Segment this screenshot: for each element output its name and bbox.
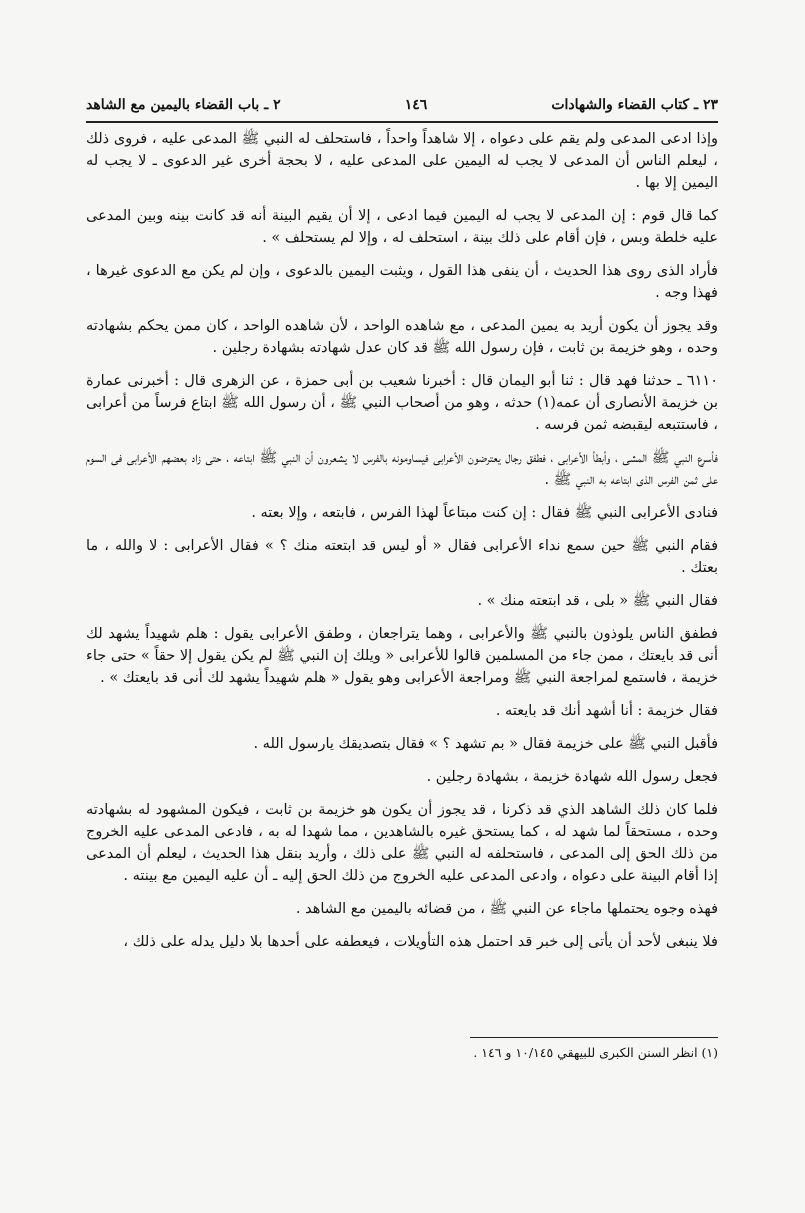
paragraph: فأقبل النبي ﷺ على خزيمة فقال « بم تشهد ؟ » فقال بتصديقك يارسول الله . bbox=[253, 736, 718, 752]
paragraph: فهذه وجوه يحتملها ماجاء عن النبي ﷺ ، من قضائه باليمين مع الشاهد . bbox=[295, 901, 718, 917]
footnote-divider bbox=[470, 1037, 718, 1038]
header-section-title: ٢ ـ باب القضاء باليمين مع الشاهد bbox=[86, 97, 281, 113]
paragraph: فأراد الذى روى هذا الحديث ، أن ينفى هذا القول ، ويثبت اليمين بالدعوى ، وإن لم يكن مع الدعوى غيرها ، فهذا وجه . bbox=[86, 263, 718, 301]
running-header bbox=[86, 92, 718, 118]
paragraph: وقد يجوز أن يكون أريد به يمين المدعى ، مع شاهده الواحد ، لأن شاهده الواحد ، كان ممن يحكم بشهادته وحده ، وهو خزيمة بن ثابت ، فإن رسول الله ﷺ قد كان عدل شهادته بشهادة رجلين . bbox=[86, 318, 718, 356]
paragraph: فقال النبي ﷺ « بلى ، قد ابتعته منك » . bbox=[477, 593, 718, 609]
header-chapter-title: ٢٣ ـ كتاب القضاء والشهادات bbox=[551, 97, 718, 113]
paragraph: فنادى الأعرابى النبي ﷺ فقال : إن كنت مبتاعاً لهذا الفرس ، فابتعه ، وإلا بعته . bbox=[251, 505, 718, 521]
main-text bbox=[86, 128, 718, 964]
paragraph: فلا ينبغى لأحد أن يأتى إلى خبر قد احتمل هذه التأويلات ، فيعطفه على أحدها بلا دليل يدله على ذلك ، bbox=[123, 934, 718, 950]
paragraph: فطفق الناس يلوذون بالنبي ﷺ والأعرابى ، وهما يتراجعان ، وطفق الأعرابى يقول : هلم شهيداً يشهد لك أنى قد بايعتك ، ممن جاء من المسلمين قالوا للأعرابى « ويلك إن النبي ﷺ لم يكن يقول إلا حقاً » حتى جاء خزيمة ، فاستمع لمراجعة النبي ﷺ ومراجعة الأعرابى وهو يقول « هلم شهيداً يشهد لك أنى قد بايعتك » . bbox=[86, 626, 718, 686]
page-number: ١٤٦ bbox=[404, 97, 428, 113]
paragraph: فقام النبي ﷺ حين سمع نداء الأعرابى فقال « أو ليس قد ابتعته منك ؟ » فقال الأعرابى : لا والله ، ما بعتك . bbox=[86, 538, 718, 576]
paragraph: كما قال قوم : إن المدعى لا يجب له اليمين فيما ادعى ، إلا أن يقيم البينة أنه قد كانت بينه وبين المدعى عليه خلطة وبس ، فإن أقام على ذلك بينة ، استحلف له ، وإلا لم يستحلف » . bbox=[86, 208, 718, 246]
footnote: (١) انظر السنن الكبرى للبيهقي ١٠/١٤٥ و ١٤٦ . bbox=[473, 1045, 718, 1060]
paragraph: فأسرع النبي ﷺ المشى ، وأبطأ الأعرابى ، فطفق رجال يعترضون الأعرابى فيساومونه بالفرس لا يشعرون أن النبي ﷺ ابتاعه ، حتى زاد بعضهم الأعرابى فى السوم على ثمن الفرس الذى ابتاعه به النبي ﷺ . bbox=[86, 450, 718, 488]
header-divider bbox=[86, 121, 718, 123]
paragraph: فقال خزيمة : أنا أشهد أنك قد بايعته . bbox=[495, 703, 718, 719]
hadith-paragraph: ٦١١٠ ـ حدثنا فهد قال : ثنا أبو اليمان قال : أخبرنا شعيب بن أبى حمزة ، عن الزهرى قال : أخبرنى عمارة بن خزيمة الأنصارى أن عمه(١) حدثه ، وهو من أصحاب النبي ﷺ ، أن رسول الله ﷺ ابتاع فرساً من أعرابى ، فاستتبعه ليقبضه ثمن فرسه . bbox=[86, 373, 718, 433]
paragraph: فلما كان ذلك الشاهد الذي قد ذكرنا ، قد يجوز أن يكون هو خزيمة بن ثابت ، فيكون المشهود له بشهادته وحده ، مستحقاً لما شهد له ، كما يستحق غيره بالشاهدين ، مما شهدا له به ، فادعى المدعى عليه الخروج من ذلك الحق إلى المدعى ، فاستحلفه له النبي ﷺ على ذلك ، وأريد بنقل هذا الحديث ، ليعلم أن المدعى إذا أقام البينة على دعواه ، وادعى المدعى عليه الخروج من ذلك الحق إليه ـ أن عليه اليمين مع بينته . bbox=[86, 802, 718, 884]
paragraph: وإذا ادعى المدعى ولم يقم على دعواه ، إلا شاهداً واحداً ، فاستحلف له النبي ﷺ المدعى عليه ، فروى ذلك ، ليعلم الناس أن المدعى لا يجب له اليمين على المدعى عليه ، لا بحجة أخرى غير الدعوى ـ لا يجب له اليمين إلا بها . bbox=[86, 131, 718, 191]
paragraph: فجعل رسول الله شهادة خزيمة ، بشهادة رجلين . bbox=[426, 769, 718, 785]
